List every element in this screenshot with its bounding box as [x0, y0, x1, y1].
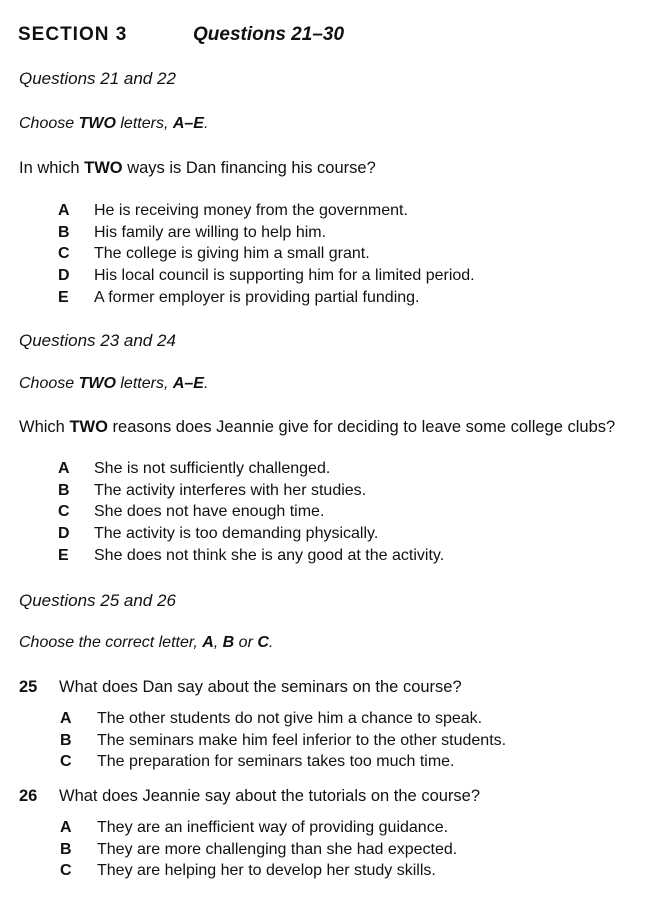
section-questions-range: Questions 21–30 [193, 24, 345, 45]
option-b[interactable]: B The activity interferes with her studies. [58, 481, 367, 499]
option-e[interactable]: E She does not think she is any good at the activity. [58, 547, 445, 565]
group1-question: In which TWO ways is Dan financing his course? [19, 159, 376, 177]
option-a[interactable]: A They are an inefficient way of providing guidance. [60, 818, 449, 836]
option-b[interactable]: B His family are willing to help him. [58, 223, 327, 241]
option-e[interactable]: E A former employer is providing partial funding. [58, 289, 420, 307]
option-a[interactable]: A He is receiving money from the government. [58, 201, 408, 219]
group2-options [58, 458, 444, 567]
question-25-options [60, 708, 506, 773]
group1-options [58, 200, 475, 309]
group2-instruction: Choose TWO letters, A–E. [19, 375, 209, 392]
option-a[interactable]: A She is not sufficiently challenged. [58, 459, 331, 477]
group3-heading: Questions 25 and 26 [19, 591, 176, 610]
option-c[interactable]: C She does not have enough time. [58, 503, 325, 521]
question-26-options [60, 817, 457, 882]
question-25: 25 What does Dan say about the seminars on the course? [19, 678, 462, 696]
group2-heading: Questions 23 and 24 [19, 331, 176, 350]
group3-instruction: Choose the correct letter, A, B or C. [19, 634, 274, 651]
group1-heading: Questions 21 and 22 [19, 69, 176, 88]
section-label: SECTION 3 [18, 24, 128, 45]
question-26: 26 What does Jeannie say about the tutorials on the course? [19, 787, 481, 805]
option-c[interactable]: C They are helping her to develop her study skills. [60, 862, 436, 880]
option-d[interactable]: D His local council is supporting him for a limited period. [58, 267, 475, 285]
option-c[interactable]: C The preparation for seminars takes too much time. [60, 753, 455, 771]
option-a[interactable]: A The other students do not give him a chance to speak. [60, 709, 483, 727]
group2-question: Which TWO reasons does Jeannie give for deciding to leave some college clubs? [19, 418, 616, 436]
group1-instruction: Choose TWO letters, A–E. [19, 115, 209, 132]
option-c[interactable]: C The college is giving him a small grant. [58, 245, 370, 263]
option-d[interactable]: D The activity is too demanding physically. [58, 525, 379, 543]
option-b[interactable]: B They are more challenging than she had expected. [60, 840, 458, 858]
option-b[interactable]: B The seminars make him feel inferior to the other students. [60, 731, 507, 749]
